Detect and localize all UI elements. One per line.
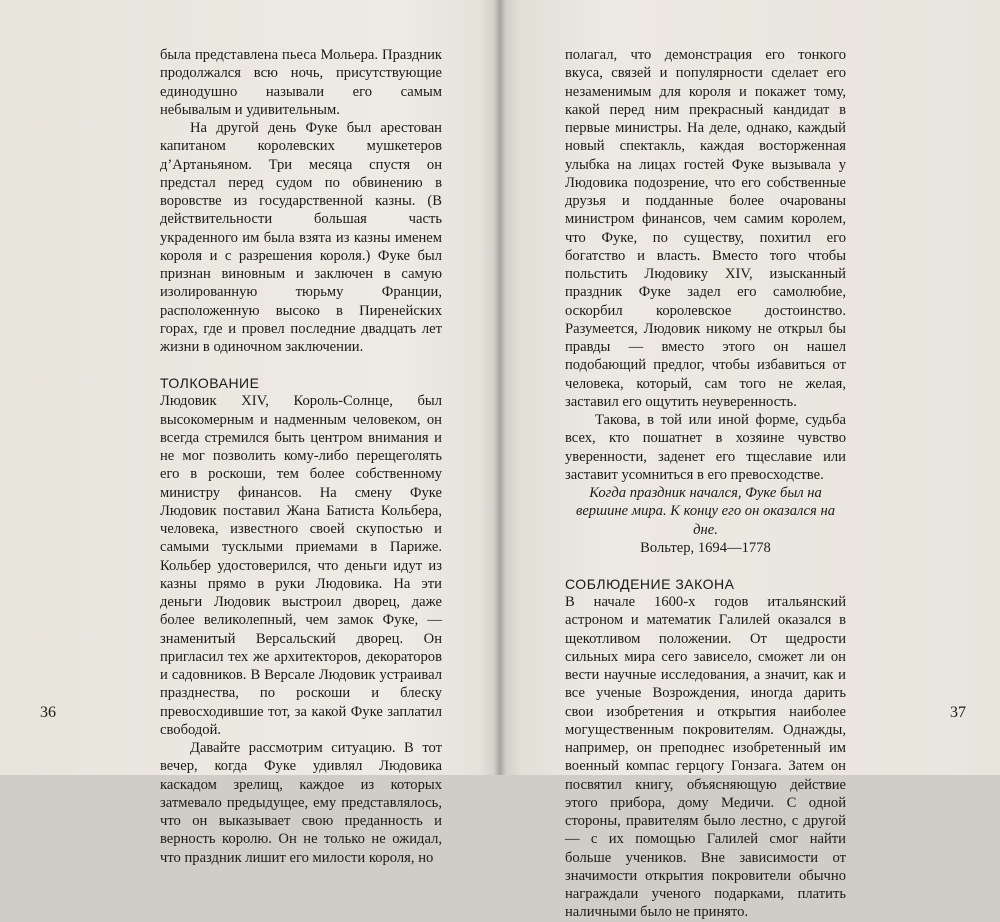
epigraph-quote: Когда праздник начался, Фуке был на вершине мира. К концу его он оказался на дне. [575,485,835,538]
paragraph: В начале 1600-х годов итальянский астроном и математик Галилей оказался в щекотливом положении. От щедрости сильных мира сего зависело, сможет ли он вести научные исследования, а значит, как и все ученые Возрождения, иногда дарить свои изобретения и открытия наиболее могущественным покровителям. Однажды, например, он преподнес изобретенный им военный компас герцогу Гонзага. Затем он посвятил книгу, объясняющую действие этого прибора, дому Медичи. С одной стороны, правителям было лестно, с другой — с их помощью Галилей смог найти больше учеников. Вне зависимости от значимости открытия покровители обычно награждали ученого подарками, платить наличными было не принято. [565,594,846,921]
right-page [505,0,1000,921]
epigraph-author: Вольтер, 1694—1778 [640,539,771,556]
left-page-text-column [160,46,442,867]
paragraph: Давайте рассмотрим ситуацию. В тот вечер, когда Фуке удивлял Людовика каскадом зрелищ, каждое из которых затмевало предыдущее, ему представлялось, что он выказывает свою преданность и верность королю. Он не только не ожидал, что праздник лишит его милости короля, но [160,740,442,866]
paragraph: На другой день Фуке был арестован капитаном королевских мушкетеров д’Артаньяном. Три месяца спустя он предстал перед судом по обвинению в воровстве из государственной казны. (В действительности большая часть украденного им была взята из казны именем короля и с разрешения короля.) Фуке был признан виновным и заключен в самую изолированную тюрьму Франции, расположенную высоко в Пиренейских горах, где и провел последние двадцать лет жизни в одиночном заключении. [160,120,442,355]
paragraph: полагал, что демонстрация его тонкого вкуса, связей и популярности сделает его незаменимым для короля и покажет тому, какой перед ним прекрасный кандидат в первые министры. На деле, однако, каждый новый спектакль, каждая восторженная улыбка на лицах гостей Фуке вызывала у Людовика подозрение, что его собственные друзья и подданные более очарованы министром финансов, чем самим королем, что Фуке, по существу, похитил его богатство и власть. Вместо того чтобы польстить Людовику XIV, изысканный праздник Фуке задел его самолюбие, оскорбил королевское достоинство. Разумеется, Людовик никому не открыл бы правды — вместо этого он нашел подобающий предлог, чтобы избавиться от человека, который, сам того не желая, заставил его ощутить неуверенность. [565,47,846,410]
paragraph: Такова, в той или иной форме, судьба всех, кто пошатнет в хозяине чувство уверенности, заденет его тщеславие или заставит усомниться в его превосходстве. [565,412,846,483]
page-number: 36 [40,704,56,721]
page-number: 37 [950,704,966,721]
section-heading-law: СОБЛЮДЕНИЕ ЗАКОНА [565,576,735,592]
right-page-text-column [565,46,846,922]
section-heading-interpretation: ТОЛКОВАНИЕ [160,375,260,392]
left-page [0,0,495,866]
paragraph: была представлена пьеса Мольера. Праздник продолжался всю ночь, присутствующие единодушно называли его самым небывалым и удивительным. [160,47,442,118]
paragraph: Людовик XIV, Король-Солнце, был высокомерным и надменным человеком, он всегда стремился быть центром внимания и не мог позволить кому-либо перещеголять его в роскоши, тем более собственному министру финансов. На смену Фуке Людовик поставил Жана Батиста Кольбера, человека, известного своей скупостью и самыми тусклыми приемами в Париже. Кольбер удостоверился, что деньги идут из казны прямо в руки Людовика. На эти деньги Людовик выстроил дворец, даже более великолепный, чем замок Фуке, — знаменитый Версальский дворец. Он пригласил тех же архитекторов, декораторов и садовников. В Версале Людовик устраивал празднества, по роскоши и блеску превосходившие тот, за какой Фуке заплатил свободой. [160,393,442,738]
